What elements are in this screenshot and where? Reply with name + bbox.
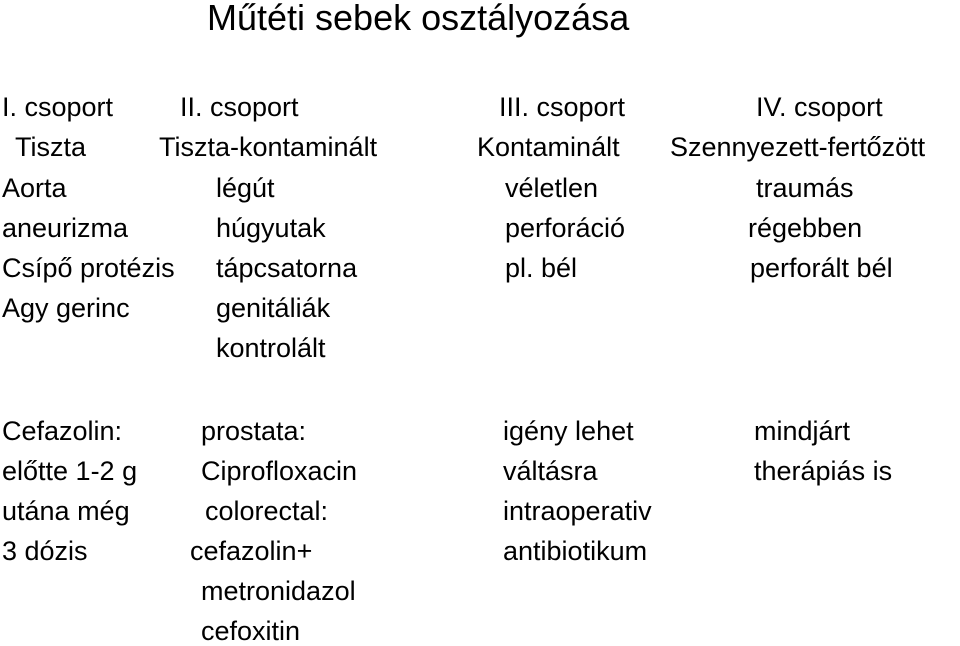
group-4-name: Szennyezett-fertőzött xyxy=(670,132,926,162)
antibiotic-note: utána még xyxy=(2,496,130,526)
group-2-label: II. csoport xyxy=(180,92,299,122)
page-title: Műtéti sebek osztályozása xyxy=(207,0,630,38)
group-4-example: perforált bél xyxy=(750,253,893,283)
group-1-name: Tiszta xyxy=(15,132,87,162)
antibiotic-note: előtte 1-2 g xyxy=(2,456,138,486)
antibiotic-note: 3 dózis xyxy=(2,536,88,566)
group-3-example: pl. bél xyxy=(505,253,578,283)
group-3-label: III. csoport xyxy=(499,92,626,122)
antibiotic-note: mindjárt xyxy=(754,416,851,446)
group-4-label: IV. csoport xyxy=(756,92,883,122)
group-2-example: kontrolált xyxy=(216,333,326,363)
group-4-example: traumás xyxy=(756,173,854,203)
group-1-example: Csípő protézis xyxy=(2,253,175,283)
group-1-example: aneurizma xyxy=(2,213,129,243)
antibiotic-regimen: colorectal: xyxy=(205,496,329,526)
antibiotic-note: Cefazolin: xyxy=(2,416,123,446)
antibiotic-note: antibiotikum xyxy=(503,536,648,566)
antibiotic-regimen: cefazolin+ xyxy=(190,536,313,566)
antibiotic-note: váltásra xyxy=(503,456,598,486)
group-2-name: Tiszta-kontaminált xyxy=(159,132,378,162)
group-2-example: légút xyxy=(216,173,275,203)
group-3-name: Kontaminált xyxy=(477,132,620,162)
group-2-example: húgyutak xyxy=(216,213,326,243)
antibiotic-note: igény lehet xyxy=(503,416,634,446)
antibiotic-regimen: cefoxitin xyxy=(201,616,301,646)
group-2-example: tápcsatorna xyxy=(216,253,358,283)
group-1-label: I. csoport xyxy=(2,92,114,122)
group-3-example: perforáció xyxy=(505,213,626,243)
group-4-example: régebben xyxy=(748,213,863,243)
antibiotic-note: intraoperativ xyxy=(503,496,652,526)
group-3-example: véletlen xyxy=(505,173,599,203)
antibiotic-regimen: prostata: xyxy=(201,416,307,446)
antibiotic-regimen: Ciprofloxacin xyxy=(201,456,358,486)
group-1-example: Agy gerinc xyxy=(2,293,130,323)
group-2-example: genitáliák xyxy=(216,293,331,323)
antibiotic-note: therápiás is xyxy=(754,456,893,486)
group-1-example: Aorta xyxy=(2,173,67,203)
antibiotic-regimen: metronidazol xyxy=(201,576,356,606)
